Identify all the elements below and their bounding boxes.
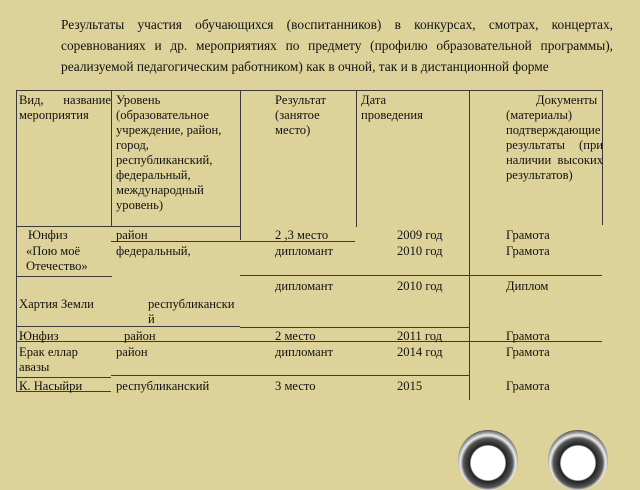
header-docs: Документы (материалы) подтверждающие результаты (при наличии высоких результатов) — [506, 93, 603, 182]
row6-docs: Грамота — [506, 379, 550, 393]
row5-result: дипломант — [275, 345, 333, 359]
row6-level: республиканский — [116, 379, 210, 393]
header-level: Уровень (образовательное учреждение, район, город, республиканский, федеральный, международный уровень) — [116, 93, 222, 212]
row6-date: 2015 — [397, 379, 423, 393]
row3-event: Хартия Земли — [19, 297, 94, 311]
row3-result: дипломант — [275, 279, 333, 293]
row5-docs: Грамота — [506, 345, 550, 359]
intro-line-3: реализуемой педагогическим работником) как в очной, так и в дистанционной форме — [61, 59, 549, 74]
header-event: Вид, название мероприятия — [19, 93, 111, 122]
row4-event: Юнфиз — [19, 329, 59, 343]
row5-level: район — [116, 345, 148, 359]
row1-docs: Грамота — [506, 228, 550, 242]
row2-docs: Грамота — [506, 244, 550, 258]
intro-line-2: соревнованиях и др. мероприятиях по предмету (профилю образовательной программы), — [61, 38, 613, 53]
row4-result: 2 место — [275, 329, 316, 343]
row2-date: 2010 год — [397, 244, 443, 258]
row4-level: район — [124, 329, 156, 343]
row3-date: 2010 год — [397, 279, 443, 293]
row5-date: 2014 год — [397, 345, 443, 359]
header-result: Результат (занятое место) — [275, 93, 327, 137]
intro-line-1: Результаты участия обучающихся (воспитанников) в конкурсах, смотрах, концертах, — [61, 17, 613, 32]
row2-level: федеральный, — [116, 244, 191, 258]
row1-event: Юнфиз — [28, 228, 68, 242]
row3-level: республиканский — [148, 297, 235, 326]
row6-result: 3 место — [275, 379, 316, 393]
row4-docs: Грамота — [506, 329, 550, 343]
row4-date: 2011 год — [397, 329, 443, 343]
row6-event: К. Насыйри — [19, 379, 83, 393]
row1-date: 2009 год — [397, 228, 443, 242]
row2-event: «Пою моё Отечество» — [26, 244, 88, 273]
row3-docs: Диплом — [506, 279, 549, 293]
row5-event: Ерак еллар авазы — [19, 345, 78, 374]
row2-result: дипломант — [275, 244, 333, 258]
row1-level: район — [116, 228, 148, 242]
row1-result: 2 ,3 место — [275, 228, 329, 242]
decorative-ring-left — [458, 430, 518, 490]
decorative-ring-right — [548, 430, 608, 490]
header-date: Дата проведения — [361, 93, 423, 122]
